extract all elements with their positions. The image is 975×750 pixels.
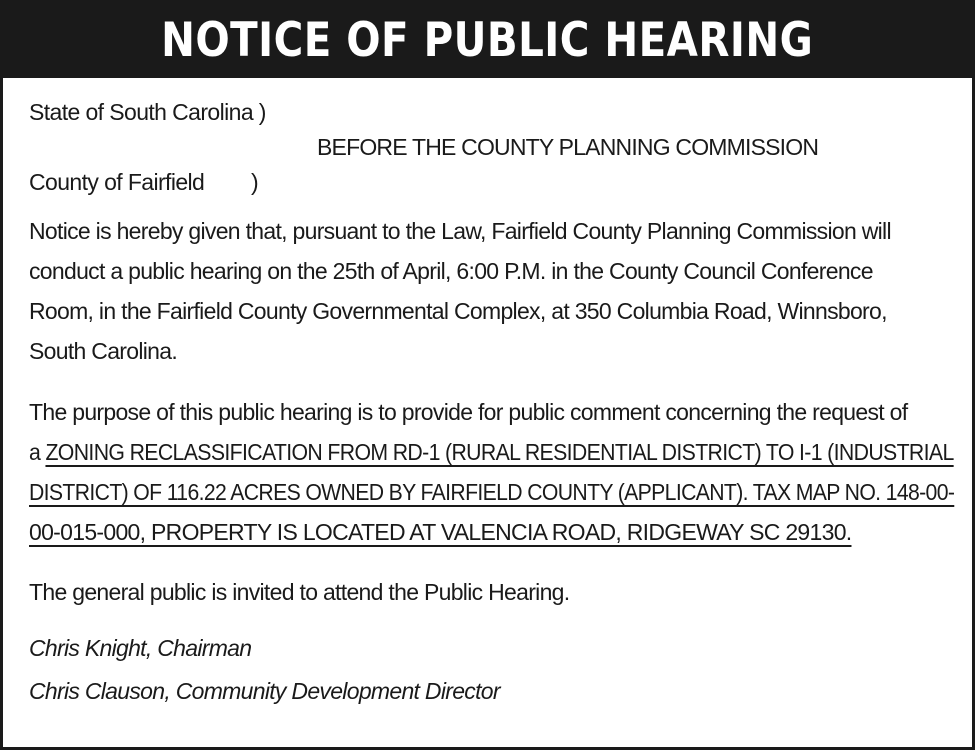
purpose-line [29, 512, 954, 552]
signature-chairman: Chris Knight, Chairman [29, 635, 252, 661]
header-banner [3, 3, 972, 78]
purpose-paragraph [29, 392, 954, 552]
zoning-request: DISTRICT) OF 116.22 ACRES OWNED BY FAIRFIELD COUNTY (APPLICANT). TAX MAP NO. 148-00- [29, 479, 955, 505]
notice-line: Room, in the Fairfield County Governmental Complex, at 350 Columbia Road, Winnsboro, [29, 298, 887, 324]
notice-line: South Carolina. [29, 338, 178, 364]
purpose-line: The purpose of this public hearing is to provide for public comment concerning the request of [29, 399, 908, 425]
zoning-request: 00-015-000, PROPERTY IS LOCATED AT VALENCIA ROAD, RIDGEWAY SC 29130. [29, 519, 852, 545]
notice-paragraph [29, 211, 954, 371]
signature-director: Chris Clauson, Community Development Director [29, 678, 500, 704]
caption-state: State of South Carolina ) [29, 99, 266, 125]
zoning-request: ZONING RECLASSIFICATION FROM RD-1 (RURAL RESIDENTIAL DISTRICT) TO I-1 (INDUSTRIAL [45, 439, 954, 465]
invitation-line: The general public is invited to attend the Public Hearing. [29, 579, 570, 605]
purpose-line [29, 432, 954, 472]
caption-county-paren: ) [251, 169, 259, 195]
notice-title: NOTICE OF PUBLIC HEARING [161, 13, 814, 68]
notice-line: Notice is hereby given that, pursuant to the Law, Fairfield County Planning Commission will [29, 218, 891, 244]
caption-county: County of Fairfield [29, 169, 205, 195]
notice-line: conduct a public hearing on the 25th of April, 6:00 P.M. in the County Council Conference [29, 258, 873, 284]
invitation-paragraph [29, 572, 954, 612]
caption-commission: BEFORE THE COUNTY PLANNING COMMISSION [317, 134, 819, 160]
purpose-line [29, 472, 955, 512]
purpose-prefix: a [29, 439, 46, 465]
